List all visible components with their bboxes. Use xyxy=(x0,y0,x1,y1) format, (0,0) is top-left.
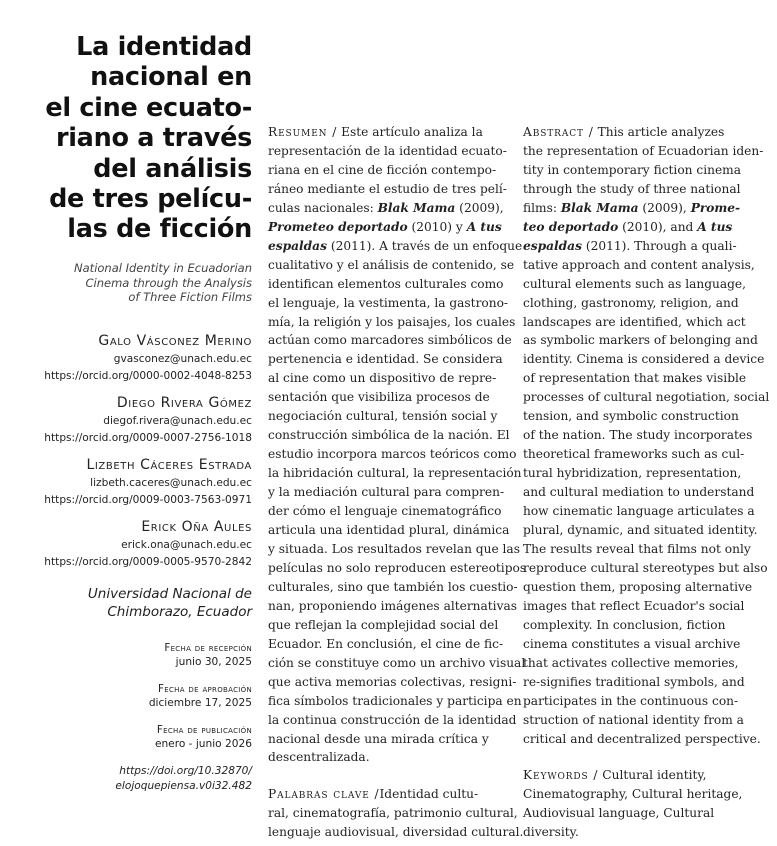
text-line xyxy=(523,331,773,350)
text-run: participates in the continuous con- xyxy=(523,693,739,708)
text-line xyxy=(268,711,517,730)
text-run: clothing, gastronomy, religion, and xyxy=(523,295,739,310)
text-run: nacional desde una mirada crítica y xyxy=(268,731,489,746)
text-run: construcción simbólica de la nación. El xyxy=(268,428,510,443)
text-run: mía, la religión y los paisajes, los cuales xyxy=(268,314,516,329)
text-run: la hibridación cultural, la representación xyxy=(268,466,522,481)
author-email[interactable]: erick.ona@unach.edu.ec xyxy=(121,539,252,552)
text-run: der cómo el lenguaje cinematográfico xyxy=(268,504,502,519)
text-line xyxy=(268,804,518,823)
film-title: Blak Mama xyxy=(560,200,639,215)
text-run: landscapes are identified, which act xyxy=(523,314,746,329)
film-title: A tus xyxy=(466,219,502,234)
film-title: espaldas xyxy=(523,238,582,253)
doi-line: https://doi.org/10.32870/ xyxy=(119,765,252,778)
text-line xyxy=(523,730,773,749)
author-orcid-link[interactable]: https://orcid.org/0000-0002-4048-8253 xyxy=(44,370,252,383)
text-line xyxy=(523,199,773,218)
text-run: lenguaje audiovisual, diversidad cultural. xyxy=(268,825,524,840)
text-line xyxy=(268,218,508,237)
text-run: culas nacionales: xyxy=(268,200,378,215)
text-line xyxy=(523,540,773,559)
text-run: pertenencia e identidad. Se considera xyxy=(268,352,503,367)
text-line xyxy=(268,123,508,142)
author-name: Lizbeth Cáceres Estrada xyxy=(86,457,252,474)
text-line xyxy=(523,823,773,842)
film-title: teo deportado xyxy=(523,219,619,234)
author-name: Erick Oña Aules xyxy=(141,519,252,536)
text-run: nan, proponiendo imágenes alternativas xyxy=(268,598,517,613)
text-run: identifican elementos culturales como xyxy=(268,276,504,291)
text-run: The results reveal that films not only xyxy=(523,541,751,556)
text-run: (2009), xyxy=(455,200,504,215)
text-line xyxy=(268,654,526,673)
text-line xyxy=(268,350,508,369)
text-line xyxy=(523,785,773,804)
text-run: films: xyxy=(523,200,561,215)
text-run: (2010), and xyxy=(618,219,698,234)
text-run: tural hybridization, representation, xyxy=(523,466,742,481)
palabras-clave-paragraph xyxy=(268,785,524,842)
text-line xyxy=(523,388,773,407)
date-value: junio 30, 2025 xyxy=(175,656,252,669)
section-heading: Keywords / xyxy=(523,768,599,783)
university-affiliation xyxy=(20,586,252,621)
film-title: Prometeo deportado xyxy=(268,219,408,234)
date-label: Fecha de aprobación xyxy=(157,683,252,696)
text-run: (2011). A través de un enfoque xyxy=(326,238,523,253)
text-run: of the nation. The study incorporates xyxy=(523,428,753,443)
text-line xyxy=(523,237,773,256)
text-run: ral, cinematografía, patrimonio cultural, xyxy=(268,806,518,821)
text-line xyxy=(268,540,520,559)
author-entry xyxy=(20,517,252,571)
text-run: identity. Cinema is considered a device xyxy=(523,352,765,367)
text-run: cultural elements such as language, xyxy=(523,276,747,291)
text-run: fica símbolos tradicionales y participa en xyxy=(268,693,522,708)
text-line xyxy=(268,256,515,275)
subtitle-line: Cinema through the Analysis xyxy=(85,275,252,290)
text-run: el lenguaje, la vestimenta, la gastrono- xyxy=(268,295,509,310)
title-line: nacional en xyxy=(90,62,252,93)
text-run: struction of national identity from a xyxy=(523,712,744,727)
text-run: of representation that makes visible xyxy=(523,371,747,386)
text-run: Cultural identity, xyxy=(598,768,707,783)
text-line xyxy=(268,635,508,654)
keywords-paragraph xyxy=(523,766,773,842)
date-label: Fecha de recepción xyxy=(164,642,252,655)
text-run: negociación cultural, tensión social y xyxy=(268,409,498,424)
film-title: Prome- xyxy=(690,200,741,215)
text-line xyxy=(268,180,508,199)
text-run: que reflejan la complejidad social del xyxy=(268,617,499,632)
text-line xyxy=(523,256,773,275)
text-run: ción se constituye como un archivo visual xyxy=(268,655,526,670)
text-line xyxy=(523,616,773,635)
text-line xyxy=(268,407,508,426)
text-line xyxy=(268,730,508,749)
author-orcid-link[interactable]: https://orcid.org/0009-0005-9570-2842 xyxy=(44,556,252,569)
text-line xyxy=(523,180,773,199)
text-line xyxy=(268,597,517,616)
abstract-paragraph xyxy=(523,123,773,748)
text-line xyxy=(268,369,508,388)
text-line xyxy=(523,711,773,730)
text-run: representación de la identidad ecuato- xyxy=(268,143,507,158)
text-run: Este artículo analiza la xyxy=(337,125,483,139)
author-orcid-link[interactable]: https://orcid.org/0009-0003-7563-0971 xyxy=(44,494,252,507)
text-run: diversity. xyxy=(523,825,579,840)
text-run: tity in contemporary fiction cinema xyxy=(523,162,741,177)
text-line xyxy=(523,521,773,540)
text-run: (2011). Through a quali- xyxy=(581,238,737,253)
text-run: ráneo mediante el estudio de tres pelí- xyxy=(268,181,507,196)
text-line xyxy=(523,483,773,502)
text-run: the representation of Ecuadorian iden- xyxy=(523,143,764,158)
text-run: Cinematography, Cultural heritage, xyxy=(523,787,743,802)
text-line xyxy=(268,445,517,464)
text-line xyxy=(523,313,773,332)
text-run: critical and decentralized perspective. xyxy=(523,731,761,746)
text-line xyxy=(268,237,523,256)
text-line xyxy=(523,445,773,464)
text-run: estudio incorpora marcos teóricos como xyxy=(268,447,517,462)
text-line xyxy=(523,804,773,823)
doi-line: elojoquepiensa.v0i32.482 xyxy=(115,780,252,793)
date-received xyxy=(20,641,252,669)
text-line xyxy=(523,218,773,237)
university-line: Chimborazo, Ecuador xyxy=(107,603,252,620)
author-email[interactable]: lizbeth.caceres@unach.edu.ec xyxy=(90,477,252,490)
text-line xyxy=(268,502,508,521)
text-line xyxy=(523,578,773,597)
author-entry xyxy=(20,455,252,509)
text-run: images that reflect Ecuador's social xyxy=(523,598,745,613)
text-run: processes of cultural negotiation, social xyxy=(523,390,770,405)
resumen-paragraph xyxy=(268,123,527,767)
date-label: Fecha de publicación xyxy=(156,724,252,737)
text-line xyxy=(523,142,773,161)
date-published xyxy=(20,723,252,751)
section-heading: Resumen / xyxy=(268,125,338,139)
text-line xyxy=(523,350,773,369)
text-line xyxy=(268,313,516,332)
date-approved xyxy=(20,682,252,710)
section-heading: Abstract / xyxy=(523,125,594,139)
text-line xyxy=(268,388,508,407)
text-run: (2010) y xyxy=(407,219,467,234)
author-entry xyxy=(20,393,252,447)
text-line xyxy=(268,161,508,180)
text-line xyxy=(523,559,773,578)
text-run: (2009), xyxy=(638,200,691,215)
text-line xyxy=(523,654,773,673)
text-run: al cine como un dispositivo de repre- xyxy=(268,371,497,386)
english-title xyxy=(20,261,252,305)
author-list xyxy=(20,331,252,571)
text-line xyxy=(523,426,773,445)
text-run: through the study of three national xyxy=(523,181,741,196)
text-run: culturales, sino que también los cuestio- xyxy=(268,579,518,594)
text-line xyxy=(268,426,508,445)
university-line: Universidad Nacional de xyxy=(87,586,252,603)
text-line xyxy=(268,578,518,597)
film-title: Blak Mama xyxy=(377,200,456,215)
title-line: del análisis xyxy=(93,153,252,184)
text-run: This article analyzes xyxy=(593,125,725,139)
text-line xyxy=(523,407,773,426)
text-line xyxy=(523,464,773,483)
text-run: and cultural mediation to understand xyxy=(523,485,755,500)
title-line: riano a través xyxy=(55,123,252,154)
author-email[interactable]: diegof.rivera@unach.edu.ec xyxy=(103,415,252,428)
film-title: A tus xyxy=(697,219,733,234)
text-line xyxy=(523,692,773,711)
text-run: reproduce cultural stereotypes but also xyxy=(523,560,768,575)
text-run: que activa memorias colectivas, resigni- xyxy=(268,674,517,689)
text-line xyxy=(523,597,773,616)
text-line xyxy=(268,275,508,294)
film-title: espaldas xyxy=(268,238,327,253)
title-line: de tres pelícu- xyxy=(49,184,252,215)
author-email[interactable]: gvasconez@unach.edu.ec xyxy=(113,353,252,366)
text-run: y la mediación cultural para compren- xyxy=(268,485,505,500)
text-line xyxy=(523,635,773,654)
title-line: el cine ecuato- xyxy=(45,92,252,123)
text-line xyxy=(268,785,508,804)
text-line xyxy=(523,369,773,388)
text-line xyxy=(268,559,527,578)
english-column xyxy=(523,123,773,842)
text-line xyxy=(523,294,773,313)
text-line xyxy=(268,199,508,218)
text-run: cualitativo y el análisis de contenido, se xyxy=(268,257,515,272)
text-run: theoretical frameworks such as cul- xyxy=(523,447,745,462)
text-run: as symbolic markers of belonging and xyxy=(523,333,758,348)
text-run: how cinematic language articulates a xyxy=(523,504,755,519)
text-line xyxy=(268,748,508,767)
subtitle-line: of Three Fiction Films xyxy=(128,290,252,305)
text-line xyxy=(523,275,773,294)
doi-link[interactable] xyxy=(20,764,252,794)
date-value: diciembre 17, 2025 xyxy=(148,697,252,710)
text-run: descentralizada. xyxy=(268,750,370,765)
author-name: Galo Vásconez Merino xyxy=(98,333,252,350)
text-line xyxy=(268,692,522,711)
section-heading: Palabras clave / xyxy=(268,787,380,802)
text-line xyxy=(523,502,773,521)
text-run: question them, proposing alternative xyxy=(523,579,753,594)
text-line xyxy=(268,521,508,540)
text-line xyxy=(268,142,508,161)
date-value: enero - junio 2026 xyxy=(154,738,252,751)
text-line xyxy=(268,673,517,692)
text-run: cinema constitutes a visual archive xyxy=(523,636,741,651)
text-run: Audiovisual language, Cultural xyxy=(523,806,715,821)
text-run: Identidad cultu- xyxy=(379,787,479,802)
text-run: actúan como marcadores simbólicos de xyxy=(268,333,512,348)
text-line xyxy=(523,673,773,692)
spanish-column xyxy=(268,123,527,842)
title-line: La identidad xyxy=(76,32,252,62)
text-run: películas no solo reproducen estereotipos xyxy=(268,560,527,575)
text-line xyxy=(268,616,508,635)
text-run: la continua construcción de la identidad xyxy=(268,712,517,727)
text-run: that activates collective memories, xyxy=(523,655,739,670)
text-run: riana en el cine de ficción contempo- xyxy=(268,162,497,177)
title-line: las de ficción xyxy=(67,214,252,245)
text-run: articula una identidad plural, dinámica xyxy=(268,523,510,538)
text-line xyxy=(523,161,773,180)
text-line xyxy=(523,766,773,785)
subtitle-line: National Identity in Ecuadorian xyxy=(74,260,252,275)
text-run: re-signifies traditional symbols, and xyxy=(523,674,745,689)
text-run: Ecuador. En conclusión, el cine de fic- xyxy=(268,636,504,651)
text-line xyxy=(268,464,522,483)
text-run: complexity. In conclusion, fiction xyxy=(523,617,726,632)
text-run: plural, dynamic, and situated identity. xyxy=(523,523,758,538)
article-title xyxy=(20,32,252,245)
publication-dates xyxy=(20,641,252,751)
text-line xyxy=(523,123,773,142)
text-line xyxy=(268,294,508,313)
front-matter xyxy=(20,32,252,794)
text-run: sentación que visibiliza procesos de xyxy=(268,390,490,405)
author-entry xyxy=(20,331,252,385)
author-name: Diego Rivera Gómez xyxy=(116,395,252,412)
text-line xyxy=(268,331,512,350)
text-run: tension, and symbolic construction xyxy=(523,409,739,424)
author-orcid-link[interactable]: https://orcid.org/0009-0007-2756-1018 xyxy=(44,432,252,445)
text-line xyxy=(268,483,508,502)
text-run: y situada. Los resultados revelan que las xyxy=(268,541,520,556)
text-line xyxy=(268,823,524,842)
text-run: tative approach and content analysis, xyxy=(523,257,755,272)
